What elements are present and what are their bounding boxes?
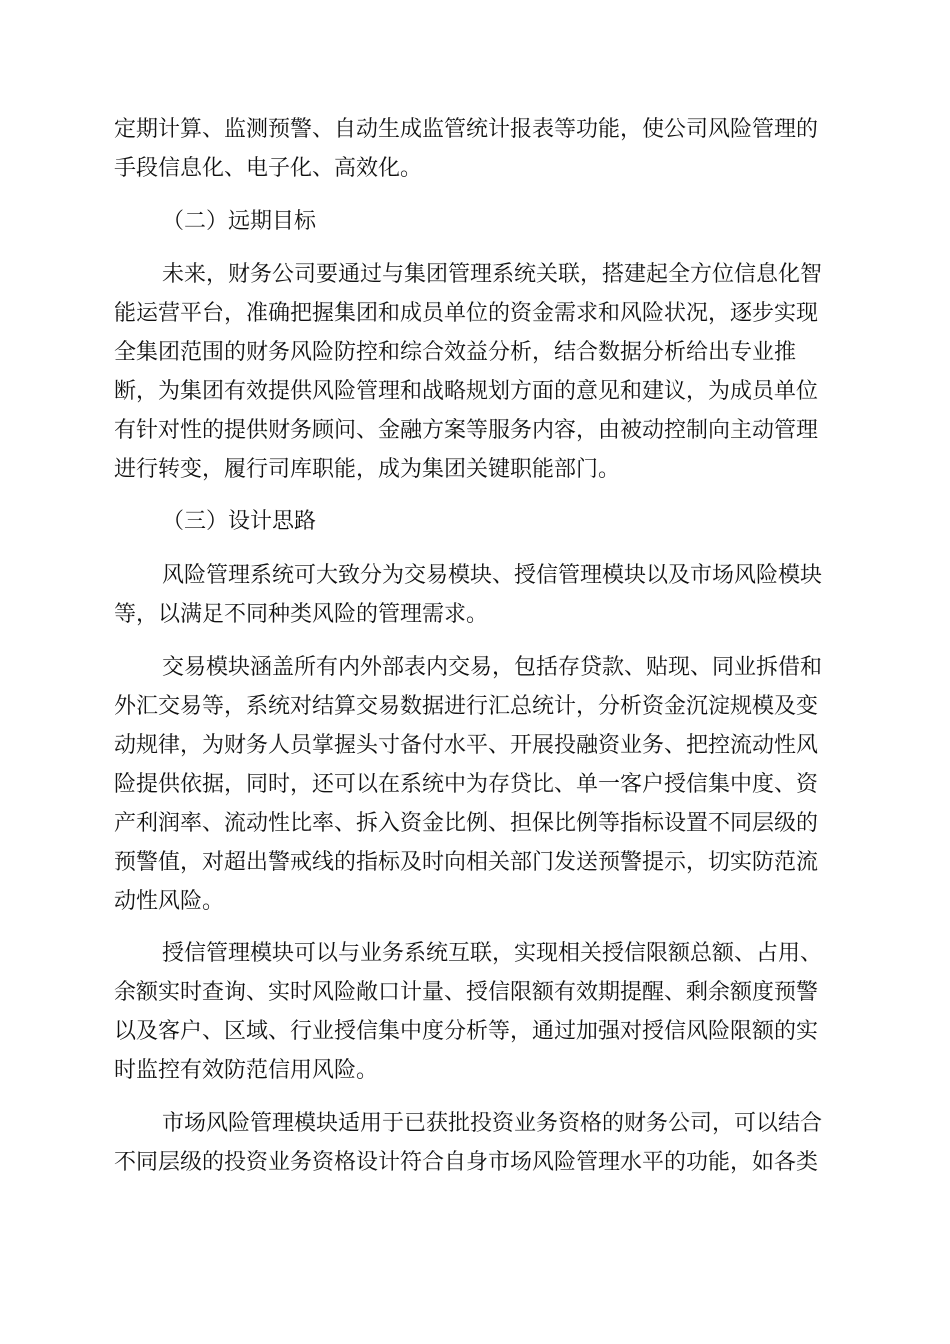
section-heading-long-term-goal: （二）远期目标	[162, 209, 317, 234]
text-line: 外汇交易等，系统对结算交易数据进行汇总统计，分析资金沉淀规模及变	[114, 694, 819, 719]
text-line: 动性风险。	[114, 889, 225, 914]
text-line: 产利润率、流动性比率、拆入资金比例、担保比例等指标设置不同层级的	[114, 811, 819, 836]
text-line: 时监控有效防范信用风险。	[114, 1058, 379, 1083]
text-line: 断，为集团有效提供风险管理和战略规划方面的意见和建议，为成员单位	[114, 379, 819, 404]
text-line: 定期计算、监测预警、自动生成监管统计报表等功能，使公司风险管理的	[114, 117, 819, 142]
text-line: 进行转变，履行司库职能，成为集团关键职能部门。	[114, 457, 621, 482]
section-heading-design-approach: （三）设计思路	[162, 509, 317, 534]
text-line: 以及客户、区域、行业授信集中度分析等，通过加强对授信风险限额的实	[114, 1019, 819, 1044]
text-line: 能运营平台，准确把握集团和成员单位的资金需求和风险状况，逐步实现	[114, 301, 819, 326]
text-line: 余额实时查询、实时风险敞口计量、授信限额有效期提醒、剩余额度预警	[114, 980, 819, 1005]
text-line: 交易模块涵盖所有内外部表内交易，包括存贷款、贴现、同业拆借和	[162, 655, 823, 680]
text-line: 授信管理模块可以与业务系统互联，实现相关授信限额总额、占用、	[162, 941, 823, 966]
text-line: 有针对性的提供财务顾问、金融方案等服务内容，由被动控制向主动管理	[114, 418, 819, 443]
paragraph-long-term-goal	[114, 255, 844, 489]
text-line: 不同层级的投资业务资格设计符合自身市场风险管理水平的功能，如各类	[114, 1150, 819, 1175]
text-line: 险提供依据，同时，还可以在系统中为存贷比、单一客户授信集中度、资	[114, 772, 819, 797]
paragraph-transaction-module	[114, 648, 844, 921]
paragraph-credit-module	[114, 934, 844, 1090]
text-line: 全集团范围的财务风险防控和综合效益分析，结合数据分析给出专业推	[114, 340, 797, 365]
text-line: 等，以满足不同种类风险的管理需求。	[114, 602, 489, 627]
text-line: 预警值，对超出警戒线的指标及时向相关部门发送预警提示，切实防范流	[114, 850, 819, 875]
text-line: 市场风险管理模块适用于已获批投资业务资格的财务公司，可以结合	[162, 1111, 823, 1136]
paragraph-design-overview	[114, 556, 844, 634]
paragraph-market-risk-module	[114, 1104, 844, 1182]
text-line: 手段信息化、电子化、高效化。	[114, 156, 423, 181]
text-line: 动规律，为财务人员掌握头寸备付水平、开展投融资业务、把控流动性风	[114, 733, 819, 758]
text-line: 未来，财务公司要通过与集团管理系统关联，搭建起全方位信息化智	[162, 262, 823, 287]
paragraph-intro	[114, 110, 844, 188]
text-line: 风险管理系统可大致分为交易模块、授信管理模块以及市场风险模块	[162, 563, 823, 588]
